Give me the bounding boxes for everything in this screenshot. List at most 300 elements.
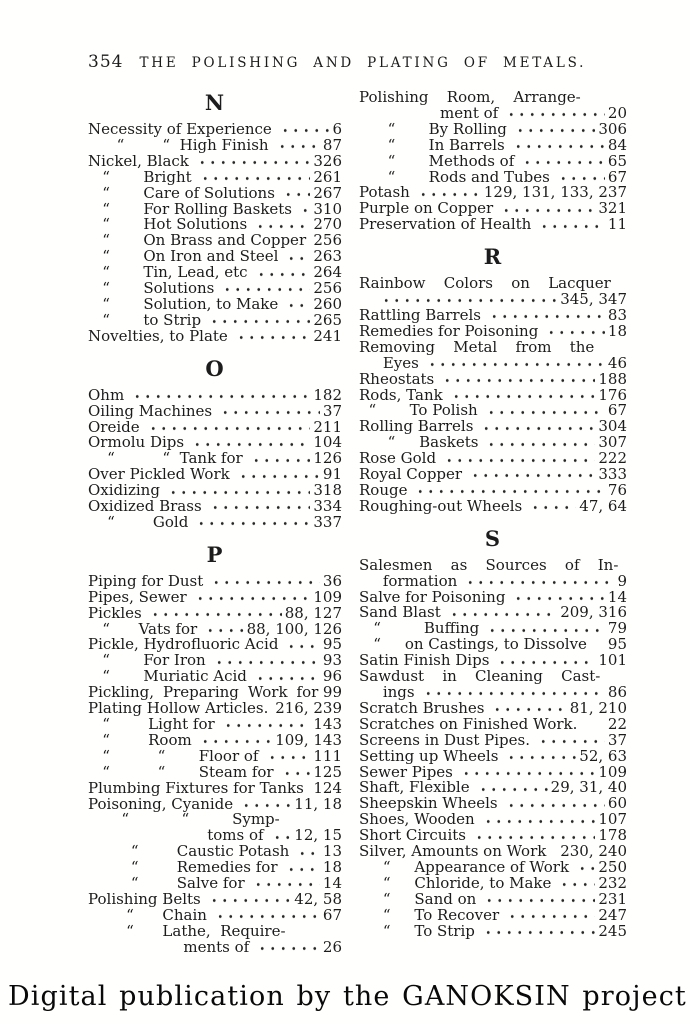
page-ref: 307 — [598, 435, 627, 452]
entry-text: “ “ Steam for — [88, 764, 274, 781]
index-entry — [359, 765, 627, 781]
dot-leader — [481, 892, 595, 908]
entry-text: “ In Barrels — [359, 137, 505, 154]
index-entry — [88, 154, 342, 170]
index-entry — [359, 637, 627, 653]
page-ref: 84 — [607, 137, 627, 154]
index-entry — [359, 292, 627, 308]
entry-text: “ Room — [88, 732, 192, 749]
footer-text: Digital publication by the GANOKSIN project — [8, 981, 687, 1012]
index-entry — [359, 483, 627, 499]
entry-text: Over Pickled Work — [88, 467, 230, 484]
page-ref: 256 — [313, 281, 342, 297]
entry-text: “ For Iron — [88, 653, 206, 670]
dot-leader — [254, 940, 320, 956]
entry-text: Polishing Room, Arrange- — [359, 90, 581, 106]
entry-text: Preservation of Health — [359, 217, 532, 234]
index-entry — [88, 186, 342, 202]
dot-leader — [536, 217, 605, 233]
page-ref: 47, 64 — [579, 498, 627, 515]
dot-leader — [483, 435, 595, 451]
entry-text: Piping for Dust — [88, 573, 204, 590]
page-ref: 107 — [598, 812, 627, 829]
entry-text: “ Caustic Potash — [88, 844, 290, 861]
index-entry — [88, 420, 342, 436]
dot-leader — [219, 281, 310, 297]
index-entry — [88, 499, 342, 515]
dot-leader — [165, 483, 310, 499]
dot-leader — [489, 701, 566, 717]
dot-leader — [503, 796, 605, 812]
index-entry — [359, 749, 627, 765]
page-ref: 182 — [313, 387, 342, 404]
index-entry — [359, 467, 627, 483]
index-entry — [359, 185, 627, 201]
page-ref: 37 — [607, 732, 627, 749]
entry-text: Setting up Wheels — [359, 748, 499, 765]
dot-leader — [543, 324, 605, 340]
entry-text: Removing Metal from the — [359, 339, 595, 356]
page-ref: 91 — [322, 467, 342, 484]
page-ref: 12, 15 — [294, 828, 342, 845]
page-ref: 245 — [598, 923, 627, 940]
page-ref: 188 — [598, 371, 627, 388]
entry-text: “ Lathe, Require- — [88, 923, 286, 940]
index-entry — [88, 202, 342, 218]
index-entry — [359, 201, 627, 217]
dot-leader — [277, 122, 330, 138]
entry-text: Purple on Copper — [359, 201, 494, 218]
page-ref: 88, 127 — [284, 605, 342, 622]
index-entry — [88, 701, 342, 717]
index-entry — [359, 669, 627, 685]
entry-text: Rheostats — [359, 371, 435, 388]
dot-leader — [494, 653, 595, 669]
index-entry — [88, 122, 342, 138]
index-entry — [88, 138, 342, 154]
page-ref: 88, 100, 126 — [246, 621, 342, 638]
entry-text: Nickel, Black — [88, 153, 189, 170]
page-ref: 109, 143 — [275, 732, 342, 749]
index-entry — [359, 605, 627, 621]
entry-text: Pickle, Hydrofluoric Acid — [88, 637, 279, 654]
entry-text: Salve for Poisoning — [359, 589, 506, 606]
page-ref: 67 — [322, 907, 342, 924]
index-entry — [359, 780, 627, 796]
index-entry — [359, 685, 627, 701]
dot-leader — [274, 138, 320, 154]
index-entry — [88, 844, 342, 860]
index-entry — [88, 940, 342, 956]
index-entry — [88, 515, 342, 531]
index-entry — [359, 828, 627, 844]
entry-text: “ Solutions — [88, 281, 215, 297]
dot-leader — [283, 860, 320, 876]
index-entry — [359, 388, 627, 404]
index-entry — [88, 233, 342, 249]
index-entry — [359, 876, 627, 892]
entry-text: Polishing Belts — [88, 891, 201, 908]
page-number: 354 — [88, 52, 124, 72]
dot-leader — [480, 812, 596, 828]
page-ref: 125 — [313, 764, 342, 781]
page-ref: 11, 18 — [294, 796, 342, 813]
page-ref: 81, 210 — [569, 700, 627, 717]
section-heading-o: O — [205, 355, 225, 381]
page-ref: 29, 31, 40 — [550, 780, 627, 797]
entry-text: Poisoning, Cyanide — [88, 796, 234, 813]
page-ref: 67 — [607, 169, 627, 186]
page-ref: 304 — [598, 419, 627, 436]
index-entry — [88, 637, 342, 653]
entry-text: Rods, Tank — [359, 387, 443, 404]
index-entry — [88, 733, 342, 749]
entry-text: “ Vats for — [88, 621, 198, 638]
dot-leader — [424, 356, 605, 372]
entry-text: “ Chloride, to Make — [359, 875, 552, 892]
page-ref: 22 — [607, 716, 627, 733]
entry-text: Sewer Pipes — [359, 764, 453, 781]
page-ref: 60 — [607, 796, 627, 813]
index-entry — [359, 90, 627, 106]
index-entry — [88, 435, 342, 451]
entry-text: Rainbow Colors on Lacquer — [359, 276, 611, 293]
entry-text: Oxidizing — [88, 483, 160, 500]
index-entry — [88, 685, 342, 701]
entry-text: “ For Rolling Baskets — [88, 201, 293, 218]
index-entry — [359, 308, 627, 324]
dot-leader — [439, 372, 595, 388]
page-ref: 129, 131, 133, 237 — [483, 185, 627, 202]
page-ref: 79 — [607, 621, 627, 638]
index-entry — [88, 797, 342, 813]
entry-text: “ Remedies for — [88, 860, 278, 877]
index-entry — [88, 451, 342, 467]
dot-leader — [555, 170, 605, 186]
page-ref: 256 — [313, 233, 342, 250]
entry-text: “ Tin, Lead, etc — [88, 265, 248, 282]
dot-leader — [448, 388, 596, 404]
index-entry — [88, 669, 342, 685]
page-ref: 13 — [322, 844, 342, 861]
index-entry — [359, 558, 627, 574]
page-ref: 143 — [313, 717, 342, 733]
dot-leader — [441, 451, 595, 467]
page-ref: 26 — [322, 939, 342, 956]
entry-text: Rouge — [359, 482, 408, 499]
dot-leader — [252, 217, 310, 233]
dot-leader — [478, 419, 595, 435]
index-entry — [88, 892, 342, 908]
dot-leader — [297, 202, 310, 218]
index-entry — [88, 281, 342, 297]
dot-leader — [194, 154, 310, 170]
entry-text: “ “ Symp- — [88, 812, 280, 829]
page-ref: 263 — [313, 249, 342, 266]
index-entry — [88, 574, 342, 590]
page-ref: 333 — [598, 467, 627, 483]
entry-text: Shaft, Flexible — [359, 780, 470, 797]
page-ref: 104 — [313, 435, 342, 452]
page-ref: 337 — [313, 514, 342, 531]
page-ref: 14 — [322, 876, 342, 892]
page-footer — [8, 981, 687, 1012]
page-ref: 310 — [313, 201, 342, 218]
page-ref: 93 — [322, 653, 342, 670]
dot-leader — [192, 590, 311, 606]
page-ref: 95 — [607, 637, 627, 654]
entry-text: Rose Gold — [359, 451, 437, 468]
entry-text: Novelties, to Plate — [88, 328, 228, 345]
entry-text: “ Sand on — [359, 891, 477, 908]
page-ref: 67 — [607, 403, 627, 420]
entry-text: Rolling Barrels — [359, 419, 474, 436]
entry-text: Pipes, Sewer — [88, 589, 187, 606]
section-heading-r: R — [483, 244, 503, 270]
page-ref: 318 — [313, 483, 342, 500]
entry-text: Potash — [359, 185, 410, 202]
page-ref: 42, 58 — [294, 891, 342, 908]
page-ref: 37 — [322, 403, 342, 420]
index-entry — [88, 749, 342, 765]
entry-text: Rattling Barrels — [359, 307, 481, 324]
page-ref: 87 — [322, 137, 342, 154]
entry-text: Pickling, Preparing Work for — [88, 685, 319, 702]
dot-leader — [283, 249, 310, 265]
entry-text: “ Muriatic Acid — [88, 669, 247, 686]
dot-leader — [556, 876, 595, 892]
dot-leader — [510, 590, 604, 606]
dot-leader — [467, 467, 595, 483]
page-ref: 264 — [313, 265, 342, 282]
entry-text: “ Buffing — [359, 621, 480, 638]
page-ref: 111 — [313, 748, 342, 765]
dot-leader — [446, 605, 557, 621]
index-entry — [88, 717, 342, 733]
page-ref: 99 — [322, 685, 342, 702]
entry-text: Roughing-out Wheels — [359, 498, 523, 515]
book-title: THE POLISHING AND PLATING OF METALS. — [139, 55, 587, 71]
page-ref: 52, 63 — [579, 748, 627, 765]
page-ref: 232 — [598, 875, 627, 892]
dot-leader — [280, 186, 310, 202]
index-entry — [359, 122, 627, 138]
dot-leader — [471, 828, 595, 844]
dot-leader — [503, 749, 576, 765]
entry-text: “ “ Tank for — [88, 451, 243, 468]
dot-leader — [512, 122, 595, 138]
dot-leader — [498, 201, 595, 217]
index-entry — [88, 313, 342, 329]
index-entry — [88, 653, 342, 669]
index-entry — [359, 403, 627, 419]
entry-text: “ On Brass and Copper — [88, 233, 307, 250]
entry-text: Salesmen as Sources of In- — [359, 557, 619, 574]
dot-leader — [574, 860, 595, 876]
page-ref: 6 — [332, 122, 342, 138]
dot-leader — [252, 669, 320, 685]
dot-leader — [475, 780, 548, 796]
index-entry — [359, 574, 627, 590]
index-entry — [88, 297, 342, 313]
dot-leader — [147, 606, 282, 622]
index-entry — [359, 340, 627, 356]
page-ref: 76 — [607, 482, 627, 499]
index-entry — [359, 717, 627, 733]
entry-text: Silver, Amounts on Work — [359, 844, 547, 860]
section-heading-p: P — [206, 541, 224, 567]
entry-text: Scratch Brushes — [359, 700, 485, 717]
page-ref: 230, 240 — [560, 844, 627, 860]
dot-leader — [503, 106, 605, 122]
dot-leader — [283, 297, 310, 313]
index-entry — [359, 435, 627, 451]
index-column-left — [88, 90, 342, 956]
page-ref: 86 — [607, 685, 627, 701]
page-ref: 20 — [607, 105, 627, 122]
entry-text: Sand Blast — [359, 605, 441, 622]
dot-leader — [420, 685, 605, 701]
dot-leader — [248, 451, 311, 467]
dot-leader — [519, 154, 605, 170]
index-entry — [359, 276, 627, 292]
page-header — [88, 52, 640, 72]
entry-text: “ To Polish — [359, 403, 478, 420]
entry-text: Plumbing Fixtures for Tanks — [88, 780, 304, 797]
entry-text: Plating Hollow Articles. — [88, 701, 269, 717]
index-entry — [359, 451, 627, 467]
index-entry — [359, 621, 627, 637]
entry-text: “ Appearance of Work — [359, 859, 570, 876]
entry-text — [359, 292, 373, 308]
entry-text: Scratches on Finished Work. — [359, 716, 578, 733]
index-entry — [88, 249, 342, 265]
entry-text: Sheepskin Wheels — [359, 796, 498, 813]
dot-leader — [220, 717, 311, 733]
entry-text: ments of — [88, 939, 250, 956]
page-ref: 241 — [313, 328, 342, 345]
page-ref: 209, 316 — [560, 605, 627, 622]
dot-leader — [504, 908, 595, 924]
dot-leader — [480, 924, 595, 940]
entry-text: Sawdust in Cleaning Cast- — [359, 669, 601, 685]
entry-text: “ To Strip — [359, 923, 475, 940]
entry-text: “ Baskets — [359, 435, 479, 452]
dot-leader — [211, 653, 320, 669]
page-ref: 126 — [313, 451, 342, 468]
page-ref: 109 — [313, 589, 342, 606]
page-ref: 109 — [598, 764, 627, 781]
dot-leader — [279, 765, 311, 781]
dot-leader — [238, 797, 291, 813]
entry-text: “ “ Floor of — [88, 748, 259, 765]
dot-leader — [269, 828, 292, 844]
entry-text: “ Hot Solutions — [88, 217, 248, 234]
index-entry — [359, 844, 627, 860]
index-entry — [88, 388, 342, 404]
entry-text: Oxidized Brass — [88, 499, 202, 515]
entry-text: Screens in Dust Pipes. — [359, 732, 530, 749]
page-ref: 211 — [313, 419, 342, 436]
index-entry — [88, 908, 342, 924]
index-entry — [88, 404, 342, 420]
dot-leader — [193, 515, 310, 531]
page-ref: 267 — [313, 185, 342, 202]
page-ref: 124 — [313, 780, 342, 797]
index-entry — [88, 483, 342, 499]
page-ref: 270 — [313, 217, 342, 234]
page-ref: 46 — [607, 355, 627, 372]
entry-text: Oreide — [88, 419, 140, 436]
page-ref: 11 — [607, 217, 627, 234]
page-ref: 345, 347 — [560, 292, 627, 308]
dot-leader — [233, 329, 311, 345]
entry-text: Oiling Machines — [88, 403, 213, 420]
page-ref: 9 — [617, 573, 627, 590]
index-entry — [359, 217, 627, 233]
dot-leader — [212, 908, 320, 924]
index-column-right — [359, 90, 627, 956]
index-entry — [359, 324, 627, 340]
dot-leader — [197, 170, 311, 186]
entry-text: Remedies for Poisoning — [359, 323, 539, 340]
index-entry — [88, 329, 342, 345]
entry-text: “ Bright — [88, 169, 192, 186]
entry-text: ings — [359, 685, 415, 701]
index-entry — [88, 622, 342, 638]
dot-leader — [462, 574, 614, 590]
index-entry — [88, 876, 342, 892]
page-ref: 96 — [322, 669, 342, 686]
page-ref: 265 — [313, 312, 342, 329]
dot-leader — [253, 265, 311, 281]
entry-text: Shoes, Wooden — [359, 812, 475, 829]
index-entry — [88, 860, 342, 876]
dot-leader — [206, 892, 292, 908]
entry-text: Royal Copper — [359, 467, 463, 483]
entry-text: Necessity of Experience — [88, 122, 272, 138]
entry-text: “ To Recover — [359, 907, 500, 924]
page-ref: 222 — [598, 451, 627, 468]
dot-leader — [527, 499, 576, 515]
dot-leader — [206, 313, 310, 329]
page-ref: 326 — [313, 153, 342, 170]
entry-text: “ Rods and Tubes — [359, 169, 550, 186]
dot-leader — [202, 622, 243, 638]
dot-leader — [250, 876, 320, 892]
entry-text: “ Light for — [88, 717, 215, 733]
dot-leader — [510, 138, 605, 154]
dot-leader — [189, 435, 310, 451]
index-entry — [359, 860, 627, 876]
page-ref: 18 — [607, 323, 627, 340]
section-heading-n: N — [204, 90, 226, 115]
entry-text: “ Solution, to Make — [88, 296, 279, 313]
entry-text: Ohm — [88, 387, 125, 404]
entry-text: Eyes — [359, 355, 419, 372]
dot-leader — [283, 637, 319, 653]
page-ref: 36 — [322, 573, 342, 590]
entry-text: “ Salve for — [88, 876, 245, 892]
index-entry — [359, 138, 627, 154]
dot-leader — [294, 844, 320, 860]
entry-text: Ormolu Dips — [88, 435, 185, 452]
entry-text: Satin Finish Dips — [359, 653, 490, 670]
page-ref: 321 — [598, 201, 627, 218]
page-ref: 306 — [598, 121, 627, 138]
index-entry — [88, 828, 342, 844]
entry-text: Short Circuits — [359, 828, 466, 845]
